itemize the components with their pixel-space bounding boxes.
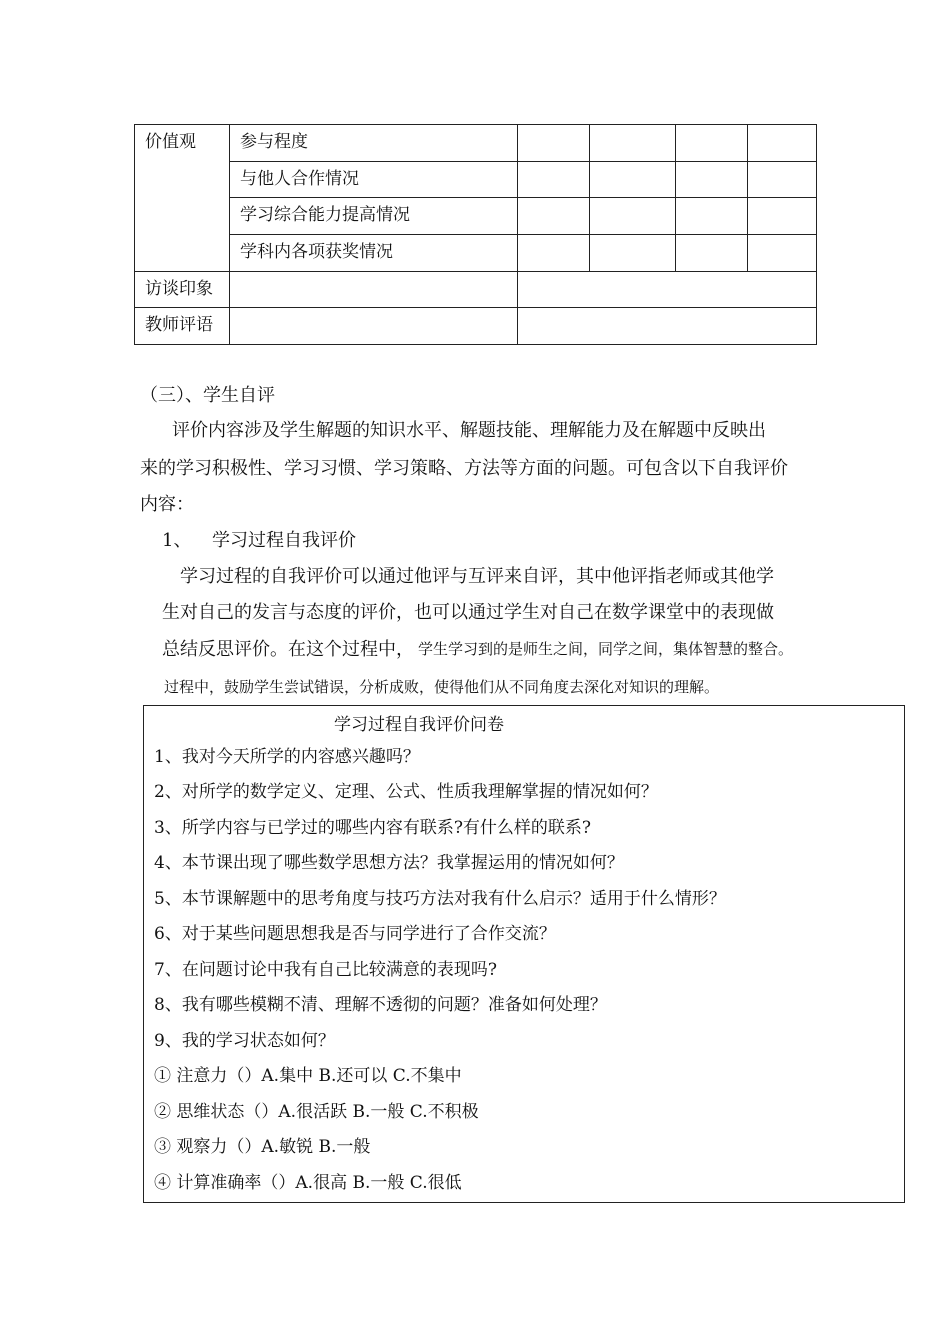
table-row [135,125,817,162]
question-item: 6、对于某些问题思想我是否与同学进行了合作交流？ [154,924,556,944]
option-item: ② 思维状态（）A.很活跃 B.一般 C.不积极 [154,1102,479,1122]
score-cell [518,234,590,271]
body-line: 学习过程的自我评价可以通过他评与互评来自评，其中他评指老师或其他学 [180,566,774,587]
score-cell [518,161,590,198]
score-cell [518,198,590,235]
row-header-teacher: 教师评语 [135,308,230,345]
table-row [135,308,817,345]
teacher-comment-cell [518,308,817,345]
item-title: 学习过程自我评价 [212,530,356,551]
table-row [135,234,817,271]
questionnaire-title: 学习过程自我评价问卷 [334,715,504,735]
body-line: 总结反思评价。在这个过程中， [162,639,414,660]
question-item: 3、所学内容与已学过的哪些内容有联系?有什么样的联系? [154,818,592,838]
score-cell [748,234,817,271]
interview-cell [230,271,518,308]
row-header-interview: 访谈印象 [135,271,230,308]
option-item: ① 注意力（）A.集中 B.还可以 C.不集中 [154,1066,462,1086]
score-cell [748,125,817,162]
intro-line: 内容： [140,494,194,515]
question-item: 2、对所学的数学定义、定理、公式、性质我理解掌握的情况如何？ [154,782,658,802]
criterion-cell: 与他人合作情况 [230,161,518,198]
table-row [135,198,817,235]
criterion-cell: 学科内各项获奖情况 [230,234,518,271]
question-item: 1、我对今天所学的内容感兴趣吗？ [154,747,420,767]
question-item: 8、我有哪些模糊不清、理解不透彻的问题？准备如何处理？ [154,995,607,1015]
score-cell [676,161,748,198]
question-item: 7、在问题讨论中我有自己比较满意的表现吗? [154,960,497,980]
score-cell [676,234,748,271]
questionnaire-box [143,705,905,1203]
table-row [135,161,817,198]
score-cell [676,125,748,162]
intro-line: 评价内容涉及学生解题的知识水平、解题技能、理解能力及在解题中反映出 [172,420,766,441]
evaluation-table [134,124,817,345]
score-cell [676,198,748,235]
option-item: ③ 观察力（）A.敏锐 B.一般 [154,1137,371,1157]
question-item: 4、本节课出现了哪些数学思想方法？我掌握运用的情况如何？ [154,853,624,873]
score-cell [748,198,817,235]
criterion-cell: 参与程度 [230,125,518,162]
score-cell [590,234,676,271]
option-item: ④ 计算准确率（）A.很高 B.一般 C.很低 [154,1173,462,1193]
score-cell [590,198,676,235]
score-cell [748,161,817,198]
teacher-comment-cell [230,308,518,345]
section-heading: （三）、学生自评 [140,385,275,406]
question-item: 9、我的学习状态如何？ [154,1031,335,1051]
table-row [135,271,817,308]
criterion-cell: 学习综合能力提高情况 [230,198,518,235]
interview-cell [518,271,817,308]
intro-line: 来的学习积极性、学习习惯、学习策略、方法等方面的问题。可包含以下自我评价 [140,458,788,479]
item-number: 1、 [162,530,192,551]
score-cell [590,161,676,198]
body-line: 生对自己的发言与态度的评价，也可以通过学生对自己在数学课堂中的表现做 [162,602,774,623]
row-header-values: 价值观 [135,125,230,272]
score-cell [590,125,676,162]
score-cell [518,125,590,162]
question-item: 5、本节课解题中的思考角度与技巧方法对我有什么启示？适用于什么情形？ [154,889,726,909]
body-line: 学生学习到的是师生之间，同学之间，集体智慧的整合。 [418,640,794,658]
body-line: 过程中，鼓励学生尝试错误，分析成败，使得他们从不同角度去深化对知识的理解。 [164,678,720,696]
